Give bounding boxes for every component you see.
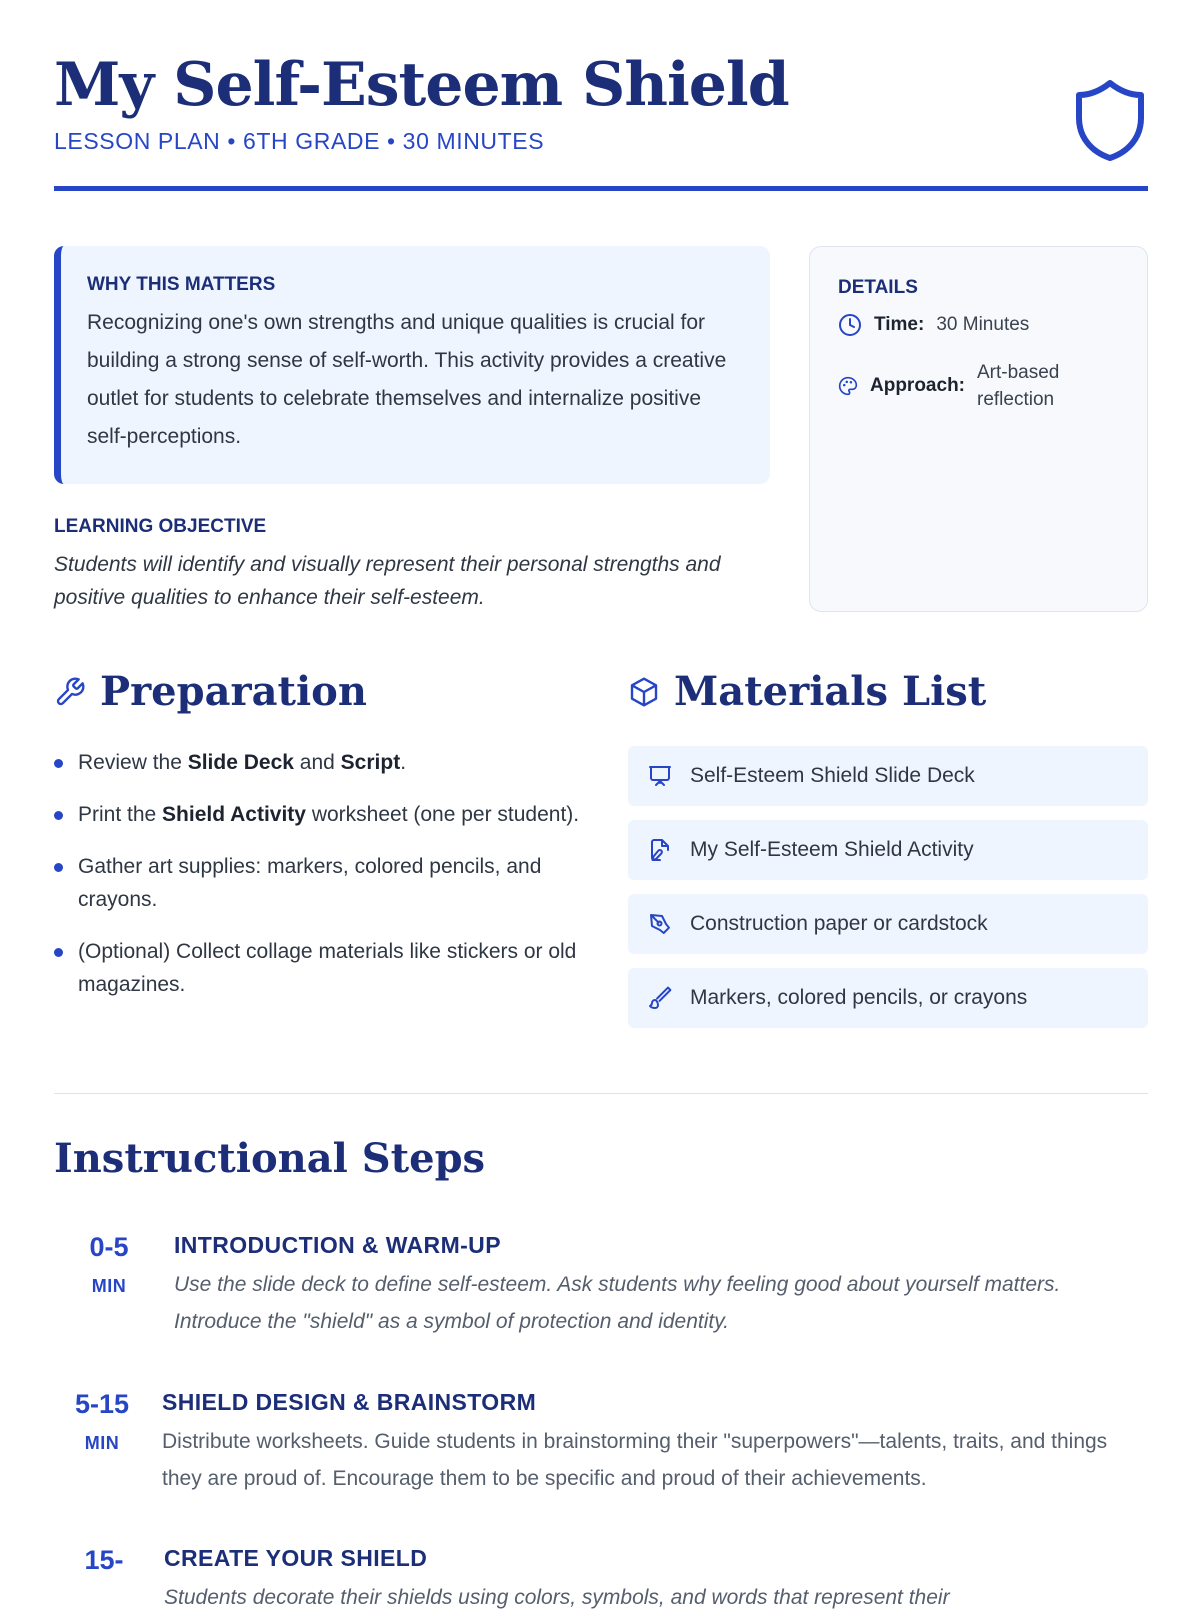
step-description: Use the slide deck to define self-esteem. Ask students why feeling good about yourself matters. Introduce the "shield" as a symbol of protection and identity. [174, 1273, 1061, 1333]
approach-value: Art-based reflection [977, 362, 1060, 410]
brush-icon [648, 986, 672, 1010]
step-description: Distribute worksheets. Guide students in brainstorming their "superpowers"—talents, traits, and things they are proud of. Encourage them to be specific and proud of their achievements. [162, 1430, 1108, 1490]
objective-label: LEARNING OBJECTIVE [54, 516, 267, 537]
step-description: Students decorate their shields using colors, symbols, and words that represent their [164, 1586, 950, 1609]
approach-key: Approach: [870, 375, 965, 396]
learning-objective [54, 516, 774, 614]
details-label: DETAILS [838, 277, 918, 298]
why-label: WHY THIS MATTERS [87, 274, 276, 295]
step-time: 0-5 MIN [89, 1232, 129, 1296]
header-divider [54, 186, 1148, 191]
palette-icon [838, 376, 858, 396]
material-item-slide-deck[interactable] [628, 746, 1148, 806]
material-item-markers[interactable] [628, 968, 1148, 1028]
time-value: 30 Minutes [936, 314, 1030, 335]
list-item: Gather art supplies: markers, colored pencils, and crayons. [54, 850, 584, 916]
materials-header [628, 668, 986, 715]
material-label: My Self-Esteem Shield Activity [690, 838, 974, 861]
step-title: INTRODUCTION & WARM-UP [174, 1232, 501, 1258]
material-item-activity[interactable] [628, 820, 1148, 880]
why-this-matters-card [54, 246, 770, 484]
detail-time [838, 313, 1119, 337]
step-body [162, 1387, 1148, 1497]
step-body [164, 1543, 1148, 1616]
why-text: Recognizing one's own strengths and unique qualities is crucial for building a strong sense of self-worth. This activity provides a creative outlet for students to celebrate themselves and internalize positive self-perceptions. [87, 311, 727, 448]
material-label: Construction paper or cardstock [690, 912, 988, 935]
instructional-steps-heading: Instructional Steps [54, 1135, 486, 1182]
preparation-heading: Preparation [100, 668, 367, 715]
section-divider [54, 1093, 1148, 1094]
presentation-icon [648, 764, 672, 788]
step-time: 5-15 MIN [74, 1389, 130, 1453]
material-label: Self-Esteem Shield Slide Deck [690, 764, 975, 787]
list-item: Review the Slide Deck and Script. [54, 746, 584, 779]
list-item: Print the Shield Activity worksheet (one per student). [54, 798, 584, 831]
step-time: 15- [84, 1545, 124, 1575]
material-item-paper[interactable] [628, 894, 1148, 954]
package-icon [628, 676, 660, 708]
materials-heading: Materials List [674, 668, 987, 715]
pen-tool-icon [648, 912, 672, 936]
shield-icon [1072, 78, 1148, 162]
clock-icon [838, 313, 862, 337]
details-card [809, 246, 1148, 612]
step-title: CREATE YOUR SHIELD [164, 1545, 428, 1571]
page-subtitle: LESSON PLAN • 6TH GRADE • 30 MINUTES [54, 128, 545, 154]
objective-text: Students will identify and visually represent their personal strengths and positive qualities to enhance their self-esteem. [54, 553, 721, 609]
page-title: My Self-Esteem Shield [54, 50, 789, 120]
detail-approach [838, 359, 1119, 413]
step-title: SHIELD DESIGN & BRAINSTORM [162, 1389, 537, 1415]
file-pen-icon [648, 838, 672, 862]
materials-list [628, 746, 1148, 1042]
preparation-header [54, 668, 367, 715]
material-label: Markers, colored pencils, or crayons [690, 986, 1028, 1009]
time-key: Time: [874, 314, 925, 335]
list-item: (Optional) Collect collage materials like stickers or old magazines. [54, 935, 584, 1001]
preparation-list [54, 746, 584, 1020]
wrench-icon [54, 676, 86, 708]
lesson-plan-page [54, 0, 1148, 1609]
step-body [174, 1230, 1148, 1340]
